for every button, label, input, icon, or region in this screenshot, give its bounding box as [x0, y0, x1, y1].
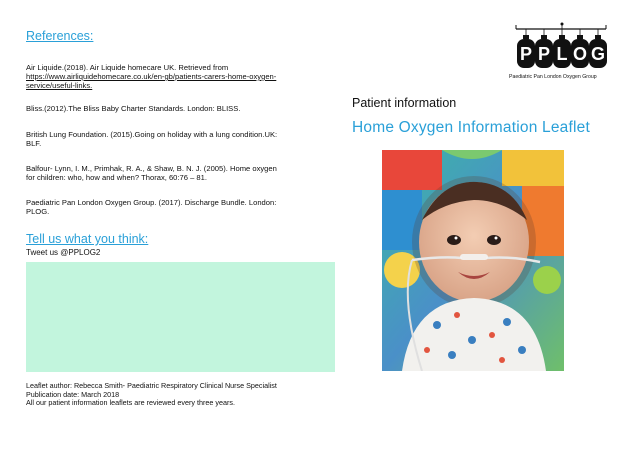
pplog-logo	[506, 22, 616, 84]
baby-photo-graphic	[382, 150, 564, 371]
reference-item	[26, 63, 286, 90]
leaflet-title: Home Oxygen Information Leaflet	[352, 119, 590, 136]
reference-item: Paediatric Pan London Oxygen Group. (2017). Discharge Bundle. London: PLOG.	[26, 198, 277, 216]
footer-review: All our patient information leaflets are reviewed every three years.	[26, 398, 235, 408]
svg-text:L: L	[556, 44, 568, 64]
reference-link[interactable]: https://www.airliquidehomecare.co.uk/en-gb/patients-carers-home-oxygen-service/useful-links.	[26, 72, 277, 90]
footer	[26, 382, 326, 408]
baby-photo	[382, 150, 564, 371]
feedback-heading: Tell us what you think:	[26, 232, 149, 246]
footer-date: Publication date: March 2018	[26, 389, 120, 399]
reference-item: British Lung Foundation. (2015).Going on holiday with a lung condition.UK: BLF.	[26, 130, 278, 148]
footer-author: Leaflet author: Rebecca Smith- Paediatric Respiratory Clinical Nurse Specialist	[26, 381, 277, 390]
references-heading: References:	[26, 29, 94, 43]
reference-item: Bliss.(2012).The Bliss Baby Charter Standards. London: BLISS.	[26, 104, 241, 113]
reference-text: Air Liquide.(2018). Air Liquide homecare UK. Retrieved from	[26, 63, 229, 72]
tweet-text: Tweet us @PPLOG2	[26, 248, 101, 257]
logo-caption: Paediatric Pan London Oxygen Group	[509, 74, 597, 80]
reference-item: Balfour- Lynn, I. M., Primhak, R. A., & Shaw, B. N. J. (2005). Home oxygen for children: who, how and when? Thorax, 60:76 – 81.	[26, 164, 277, 182]
feedback-box	[26, 262, 335, 372]
svg-text:G: G	[590, 44, 606, 64]
patient-info-label: Patient information	[352, 96, 457, 110]
svg-text:P: P	[519, 44, 533, 64]
svg-text:O: O	[572, 44, 588, 64]
svg-text:P: P	[537, 44, 551, 64]
